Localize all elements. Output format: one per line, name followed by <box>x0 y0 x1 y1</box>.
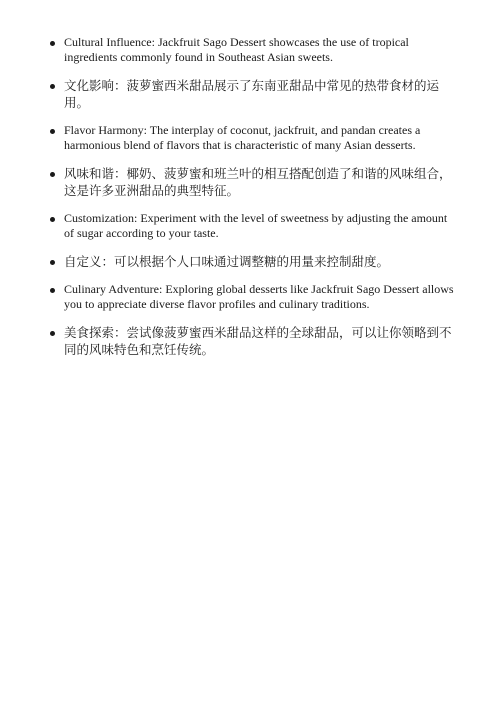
list-item-text: 自定义：可以根据个人口味通过调整糖的用量来控制甜度。 <box>64 254 390 269</box>
list-item-flavor-harmony-zh <box>48 165 456 199</box>
list-item-customization-zh <box>48 253 456 270</box>
list-item-cultural-influence-zh <box>48 77 456 111</box>
list-item-cultural-influence-en <box>48 35 456 65</box>
list-item-culinary-adventure-zh <box>48 324 456 358</box>
list-item-text: Culinary Adventure: Exploring global desserts like Jackfruit Sago Dessert allows you to appreciate diverse flavor profiles and culinary traditions. <box>64 282 454 311</box>
bullet-dot-icon <box>50 41 55 46</box>
bullet-dot-icon <box>50 288 55 293</box>
bullet-dot-icon <box>50 129 55 134</box>
list-item-text: 美食探索：尝试像菠萝蜜西米甜品这样的全球甜品，可以让你领略到不同的风味特色和烹饪传统。 <box>64 325 452 357</box>
bullet-dot-icon <box>50 84 55 89</box>
list-item-text: Cultural Influence: Jackfruit Sago Dessert showcases the use of tropical ingredients commonly found in Southeast Asian sweets. <box>64 35 409 64</box>
list-item-text: 文化影响：菠萝蜜西米甜品展示了东南亚甜品中常见的热带食材的运用。 <box>64 78 440 110</box>
bullet-dot-icon <box>50 260 55 265</box>
list-item-culinary-adventure-en <box>48 282 456 312</box>
list-item-text: Customization: Experiment with the level of sweetness by adjusting the amount of sugar according to your taste. <box>64 211 448 240</box>
list-item-text: 风味和谐：椰奶、菠萝蜜和班兰叶的相互搭配创造了和谐的风味组合，这是许多亚洲甜品的典型特征。 <box>64 166 452 198</box>
bullet-dot-icon <box>50 331 55 336</box>
list-item-customization-en <box>48 211 456 241</box>
list-item-text: Flavor Harmony: The interplay of coconut, jackfruit, and pandan creates a harmonious blend of flavors that is characteristic of many Asian desserts. <box>64 123 421 152</box>
bullet-dot-icon <box>50 172 55 177</box>
list-item-flavor-harmony-en <box>48 123 456 153</box>
bullet-dot-icon <box>50 217 55 222</box>
bullet-list <box>48 35 456 370</box>
